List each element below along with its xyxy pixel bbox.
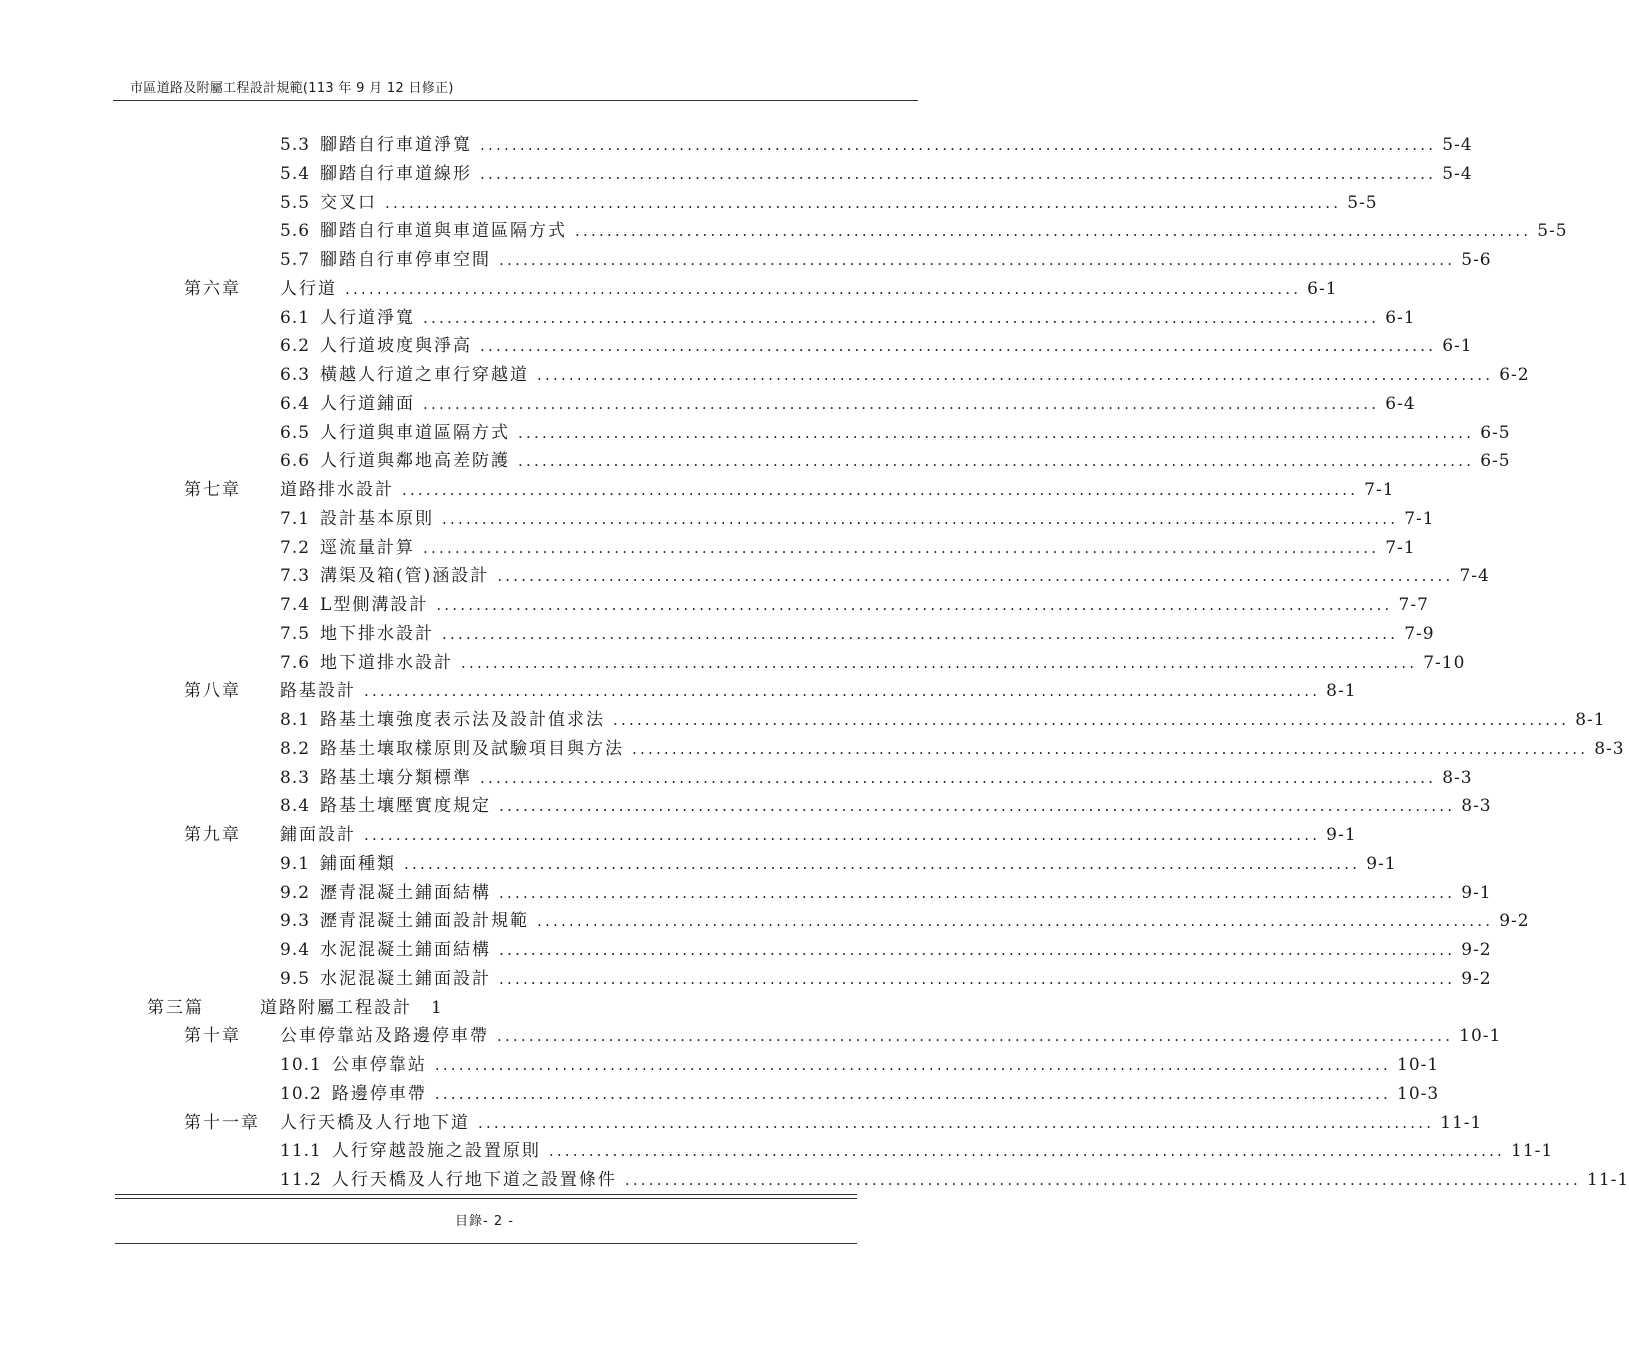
section-title: 地下道排水設計 xyxy=(320,652,454,673)
dot-leader: ........................................................................................................................ xyxy=(613,711,1570,729)
page-number: 5-6 xyxy=(1461,250,1492,270)
dot-leader: ........................................................................................................................ xyxy=(423,394,1380,413)
section-number: 8.2 xyxy=(280,738,311,759)
section-number: 7.3 xyxy=(280,566,311,587)
page-number: 10-3 xyxy=(1397,1083,1440,1104)
chapter-title: 公車停靠站及路邊停車帶 xyxy=(280,1026,489,1047)
toc-entry xyxy=(280,620,1435,649)
dot-leader: ........................................................................................................................ xyxy=(624,1171,1582,1189)
toc-section-row xyxy=(0,390,1416,419)
dot-leader: ........................................................................................................................ xyxy=(518,452,1475,471)
toc-entry xyxy=(280,706,1606,735)
toc-section-row xyxy=(0,620,1435,649)
toc-entry xyxy=(280,131,1473,160)
section-title: 人行天橋及人行地下道之設置條件 xyxy=(331,1170,617,1190)
section-title: 水泥混凝土鋪面結構 xyxy=(320,940,492,960)
section-number: 7.2 xyxy=(280,537,311,558)
dot-leader: ........................................................................................................................ xyxy=(434,1056,1392,1074)
page-number: 9-1 xyxy=(1461,882,1492,903)
toc-entry xyxy=(280,591,1429,620)
section-number: 6.1 xyxy=(280,307,311,328)
section-number: 7.4 xyxy=(280,595,311,615)
part-title: 道路附屬工程設計 xyxy=(260,997,412,1018)
section-number: 6.2 xyxy=(280,336,311,357)
page-number: 8-3 xyxy=(1461,796,1492,817)
page-number: 5-4 xyxy=(1442,163,1473,184)
toc-entry xyxy=(280,447,1511,476)
toc-section-row xyxy=(0,1137,1554,1166)
toc-section-row xyxy=(0,160,1473,189)
dot-leader: ........................................................................................................................ xyxy=(575,222,1532,241)
toc-section-row xyxy=(0,649,1466,678)
section-title: 公車停靠站 xyxy=(331,1055,427,1075)
toc-section-row xyxy=(0,764,1473,793)
toc-section-row xyxy=(0,792,1492,821)
page-number: 9-2 xyxy=(1461,940,1492,960)
section-number: 5.7 xyxy=(280,250,311,270)
section-title: 人行道淨寬 xyxy=(320,307,416,328)
toc-section-row xyxy=(0,246,1492,275)
toc-entry xyxy=(280,304,1416,333)
page-number: 9-1 xyxy=(1326,825,1357,845)
page-number: 8-1 xyxy=(1326,681,1357,702)
toc-entry xyxy=(280,419,1511,448)
toc-entry xyxy=(280,160,1473,189)
toc-entry xyxy=(280,735,1625,764)
toc-entry xyxy=(280,850,1397,879)
part-label: 第三篇 xyxy=(147,997,204,1018)
toc-section-row xyxy=(0,534,1416,563)
section-title: 鋪面種類 xyxy=(320,853,397,874)
toc-entry xyxy=(280,907,1530,936)
toc-section-row xyxy=(0,936,1492,965)
section-number: 9.2 xyxy=(280,882,311,903)
page-number: 6-2 xyxy=(1499,365,1530,385)
chapter-title: 人行道 xyxy=(280,278,337,299)
dot-leader: ........................................................................................................................ xyxy=(518,423,1475,442)
page-number: 10-1 xyxy=(1459,1026,1502,1047)
chapter-label: 第六章 xyxy=(184,278,241,299)
section-title: 腳踏自行車道線形 xyxy=(320,163,473,184)
dot-leader: ........................................................................................................................ xyxy=(480,136,1437,154)
toc-entry xyxy=(280,534,1416,563)
page-number: 7-7 xyxy=(1398,595,1429,615)
toc-section-row xyxy=(0,447,1511,476)
dot-leader: ........................................................................................................................ xyxy=(499,883,1456,902)
page-number: 9-2 xyxy=(1461,968,1492,989)
section-title: 逕流量計算 xyxy=(320,537,416,558)
page-number: 11-1 xyxy=(1440,1112,1483,1133)
section-number: 9.5 xyxy=(280,968,311,989)
dot-leader: ........................................................................................................................ xyxy=(364,682,1321,701)
toc-entry xyxy=(280,505,1435,534)
toc-entry xyxy=(280,1080,1440,1109)
dot-leader: ........................................................................................................................ xyxy=(499,251,1456,269)
page-number: 6-1 xyxy=(1307,278,1338,299)
section-number: 9.1 xyxy=(280,853,311,874)
toc-entry xyxy=(280,936,1492,965)
section-title: 橫越人行道之車行穿越道 xyxy=(320,365,530,385)
page-number: 11-1 xyxy=(1587,1170,1629,1190)
toc-entry xyxy=(280,677,1357,706)
section-number: 8.3 xyxy=(280,767,311,788)
toc-section-row xyxy=(0,706,1606,735)
chapter-label: 第七章 xyxy=(184,480,241,500)
toc-entry xyxy=(280,649,1466,678)
page-number: 8-1 xyxy=(1575,710,1606,730)
toc-entry xyxy=(280,361,1530,390)
toc-section-row xyxy=(0,189,1378,218)
toc-entry xyxy=(280,275,1338,304)
toc-section-row xyxy=(0,735,1625,764)
section-title: 地下排水設計 xyxy=(320,623,435,644)
toc-chapter-row xyxy=(0,476,1395,505)
section-title: 腳踏自行車道與車道區隔方式 xyxy=(320,221,568,242)
toc-entry xyxy=(280,879,1492,908)
page-number: 7-1 xyxy=(1404,508,1435,529)
toc-part-row xyxy=(0,994,951,1023)
dot-leader: ........................................................................................................................ xyxy=(537,366,1494,384)
section-number: 5.6 xyxy=(280,221,311,242)
section-number: 7.1 xyxy=(280,508,311,529)
page-number: 10-1 xyxy=(1397,1055,1440,1075)
page-number: 9-1 xyxy=(1366,853,1397,874)
dot-leader: ........................................................................................................................ xyxy=(499,797,1456,816)
page-number: 7-1 xyxy=(1364,480,1395,500)
section-title: 水泥混凝土鋪面設計 xyxy=(320,968,492,989)
dot-leader: ........................................................................................................................ xyxy=(499,969,1456,988)
toc-entry xyxy=(280,390,1416,419)
page-number: 7-10 xyxy=(1423,652,1466,673)
toc-entry xyxy=(280,1109,1483,1138)
page-number: 5-5 xyxy=(1537,221,1568,242)
section-number: 8.4 xyxy=(280,796,311,817)
page-number: 6-4 xyxy=(1385,393,1416,414)
section-number: 11.2 xyxy=(280,1170,322,1190)
dot-leader: ........................................................................................................................ xyxy=(442,624,1399,643)
toc-section-row xyxy=(0,591,1429,620)
toc-entry xyxy=(280,792,1492,821)
footer-divider-bottom xyxy=(115,1243,857,1244)
section-title: 瀝青混凝土鋪面設計規範 xyxy=(320,911,530,932)
section-title: 人行道與鄰地高差防護 xyxy=(320,451,511,472)
toc-section-row xyxy=(0,1080,1440,1109)
toc-chapter-row xyxy=(0,275,1338,304)
toc-entry xyxy=(280,476,1395,505)
section-title: 人行道坡度與淨高 xyxy=(320,336,473,357)
dot-leader: ........................................................................................................................ xyxy=(480,164,1437,183)
section-title: 人行穿越設施之設置原則 xyxy=(331,1141,541,1162)
section-number: 5.3 xyxy=(280,135,311,155)
dot-leader: ........................................................................................................................ xyxy=(497,567,1454,586)
section-title: 腳踏自行車道淨寬 xyxy=(320,135,473,155)
toc-section-row xyxy=(0,1051,1440,1080)
section-number: 11.1 xyxy=(280,1141,322,1162)
dot-leader: ........................................................................................................................ xyxy=(385,193,1342,212)
section-number: 9.4 xyxy=(280,940,311,960)
toc-chapter-row xyxy=(0,821,1357,850)
dot-leader: ........................................................................................................................ xyxy=(423,538,1380,557)
toc-entry xyxy=(280,821,1357,850)
toc-section-row xyxy=(0,562,1490,591)
dot-leader: ........................................................................................................................ xyxy=(461,653,1418,672)
toc-section-row xyxy=(0,304,1416,333)
dot-leader: ........................................................................................................................ xyxy=(402,481,1359,499)
toc-entry xyxy=(280,965,1492,994)
section-title: 腳踏自行車停車空間 xyxy=(320,250,492,270)
section-number: 6.6 xyxy=(280,451,311,472)
dot-leader: ........................................................................................................................ xyxy=(404,854,1361,873)
page-number: 8-3 xyxy=(1442,767,1473,788)
toc-chapter-row xyxy=(0,1022,1502,1051)
dot-leader: ........................................................................................................................ xyxy=(364,826,1321,844)
page-number: 8-3 xyxy=(1594,738,1625,759)
running-header: 市區道路及附屬工程設計規範(113 年 9 月 12 日修正) xyxy=(130,81,454,96)
page-number: 11-1 xyxy=(1511,1141,1554,1162)
chapter-label: 第十一章 xyxy=(184,1112,260,1133)
dot-leader: ........................................................................................................................ xyxy=(548,1142,1506,1161)
toc-section-row xyxy=(0,361,1530,390)
page-number: 7-4 xyxy=(1459,566,1490,587)
toc-entry xyxy=(280,1166,1629,1195)
chapter-title: 道路排水設計 xyxy=(280,480,394,500)
page-number: 6-1 xyxy=(1442,336,1473,357)
toc-chapter-row xyxy=(0,677,1357,706)
page-number: 5-4 xyxy=(1442,135,1473,155)
section-number: 10.2 xyxy=(280,1083,322,1104)
dot-leader: ........................................................................................................................ xyxy=(436,596,1393,614)
toc-section-row xyxy=(0,332,1473,361)
page-number: 9-2 xyxy=(1499,911,1530,932)
toc-entry xyxy=(280,332,1473,361)
chapter-title: 路基設計 xyxy=(280,681,356,702)
dot-leader: ........................................................................................................................ xyxy=(434,1084,1392,1103)
section-title: 瀝青混凝土鋪面結構 xyxy=(320,882,492,903)
toc-entry xyxy=(280,764,1473,793)
chapter-title: 人行天橋及人行地下道 xyxy=(280,1112,470,1133)
dot-leader: ........................................................................................................................ xyxy=(497,1027,1454,1046)
section-number: 9.3 xyxy=(280,911,311,932)
dot-leader: ........................................................................................................................ xyxy=(632,739,1589,758)
page-number: 7-1 xyxy=(1385,537,1416,558)
toc-section-row xyxy=(0,907,1530,936)
toc-entry xyxy=(280,562,1490,591)
page-number: 6-5 xyxy=(1480,422,1511,443)
toc-section-row xyxy=(0,1166,1629,1195)
part-page-number: 1 xyxy=(431,997,442,1018)
section-number: 7.5 xyxy=(280,623,311,644)
section-title: 路基土壤壓實度規定 xyxy=(320,796,492,817)
dot-leader: ........................................................................................................................ xyxy=(537,912,1494,931)
dot-leader: ........................................................................................................................ xyxy=(423,308,1380,327)
toc-entry xyxy=(280,1137,1554,1166)
section-number: 7.6 xyxy=(280,652,311,673)
toc-section-row xyxy=(0,850,1397,879)
toc-section-row xyxy=(0,217,1568,246)
section-number: 6.4 xyxy=(280,393,311,414)
chapter-label: 第九章 xyxy=(184,825,241,845)
footer-divider-top xyxy=(115,1194,857,1195)
page-number: 6-1 xyxy=(1385,307,1416,328)
dot-leader: ........................................................................................................................ xyxy=(478,1113,1435,1132)
section-title: 路基土壤取樣原則及試驗項目與方法 xyxy=(320,738,625,759)
chapter-title: 鋪面設計 xyxy=(280,825,356,845)
section-number: 6.5 xyxy=(280,422,311,443)
toc-section-row xyxy=(0,879,1492,908)
toc-entry xyxy=(280,189,1378,218)
section-title: 人行道與車道區隔方式 xyxy=(320,422,511,443)
section-number: 6.3 xyxy=(280,365,311,385)
toc-entry xyxy=(280,1051,1440,1080)
chapter-label: 第八章 xyxy=(184,681,241,702)
page-number: 目錄- 2 - xyxy=(455,1214,514,1229)
section-number: 10.1 xyxy=(280,1055,322,1075)
section-title: 交叉口 xyxy=(320,192,378,213)
toc-chapter-row xyxy=(0,1109,1483,1138)
toc-entry xyxy=(280,246,1492,275)
toc-section-row xyxy=(0,965,1492,994)
chapter-label: 第十章 xyxy=(184,1026,241,1047)
dot-leader: ........................................................................................................................ xyxy=(499,941,1456,959)
section-number: 8.1 xyxy=(280,710,311,730)
page-number: 6-5 xyxy=(1480,451,1511,472)
dot-leader: ........................................................................................................................ xyxy=(480,337,1437,356)
footer-divider-top-double xyxy=(115,1198,857,1199)
section-number: 5.4 xyxy=(280,163,311,184)
dot-leader: ........................................................................................................................ xyxy=(345,279,1302,298)
section-title: 路基土壤分類標準 xyxy=(320,767,473,788)
page-number: 5-5 xyxy=(1347,192,1378,213)
dot-leader: ........................................................................................................................ xyxy=(480,768,1437,787)
section-title: 設計基本原則 xyxy=(320,508,435,529)
section-title: 路邊停車帶 xyxy=(331,1083,427,1104)
section-title: 溝渠及箱(管)涵設計 xyxy=(320,566,490,587)
toc-entry xyxy=(280,1022,1502,1051)
section-title: 人行道鋪面 xyxy=(320,393,416,414)
toc-entry xyxy=(280,217,1568,246)
section-title: 路基土壤強度表示法及設計值求法 xyxy=(320,710,606,730)
page-number: 7-9 xyxy=(1404,623,1435,644)
toc-section-row xyxy=(0,131,1473,160)
toc-section-row xyxy=(0,505,1435,534)
section-title: L型側溝設計 xyxy=(320,595,429,615)
toc-section-row xyxy=(0,419,1511,448)
dot-leader: ........................................................................................................................ xyxy=(442,509,1399,528)
section-number: 5.5 xyxy=(280,192,311,213)
